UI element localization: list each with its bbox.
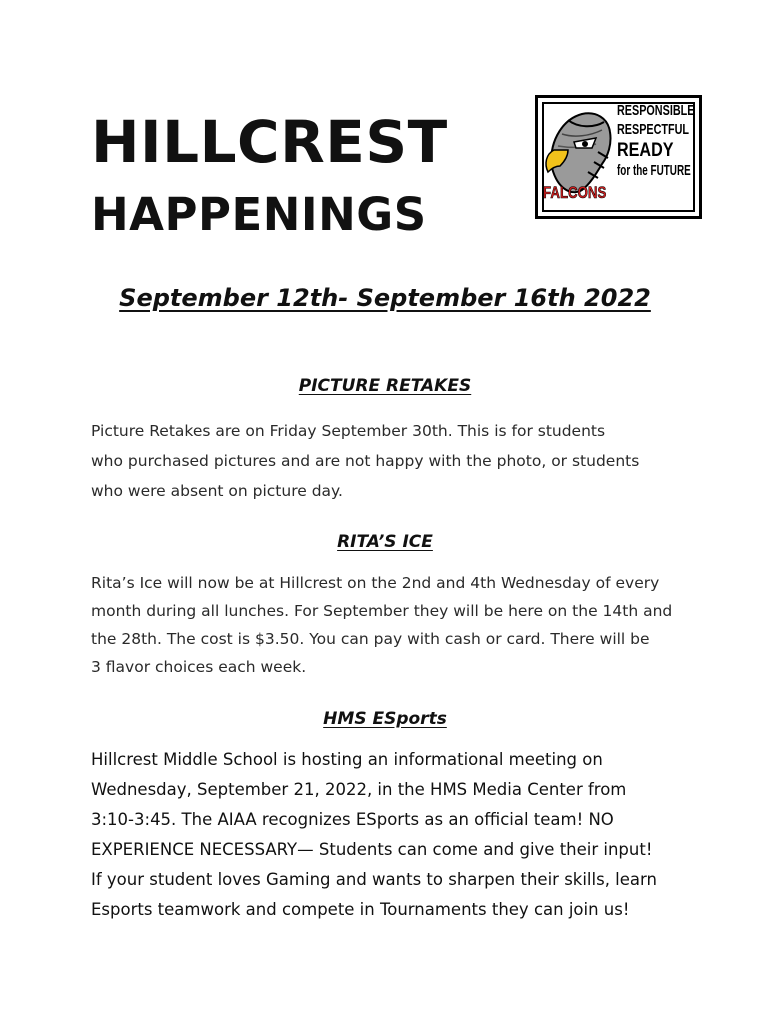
body-line: EXPERIENCE NECESSARY— Students can come and give their input! bbox=[91, 840, 653, 859]
section-body-ritas-ice bbox=[91, 569, 691, 681]
section-heading-picture-retakes: PICTURE RETAKES bbox=[298, 376, 472, 396]
logo-word-ready: READY bbox=[617, 140, 674, 161]
body-line: the 28th. The cost is $3.50. You can pay with cash or card. There will be bbox=[91, 630, 650, 648]
section-heading-ritas-ice: RITA’S ICE bbox=[337, 532, 433, 552]
body-line: Rita’s Ice will now be at Hillcrest on the 2nd and 4th Wednesday of every bbox=[91, 574, 660, 592]
logo-word-future: for the FUTURE bbox=[617, 162, 691, 179]
body-line: Picture Retakes are on Friday September 30th. This is for students bbox=[91, 422, 606, 440]
school-logo bbox=[535, 95, 702, 219]
body-line: who were absent on picture day. bbox=[91, 482, 343, 500]
date-range-heading: September 12th- September 16th 2022 bbox=[119, 284, 651, 312]
body-line: 3 flavor choices each week. bbox=[91, 658, 307, 676]
body-line: Wednesday, September 21, 2022, in the HMS Media Center from bbox=[91, 780, 627, 799]
body-line: Esports teamwork and compete in Tournaments they can join us! bbox=[91, 900, 630, 919]
logo-word-respectful: RESPECTFUL bbox=[617, 121, 690, 138]
body-line: who purchased pictures and are not happy with the photo, or students bbox=[91, 452, 640, 470]
section-body-hms-esports bbox=[91, 745, 691, 925]
logo-word-responsible: RESPONSIBLE bbox=[617, 102, 695, 119]
body-line: month during all lunches. For September they will be here on the 14th and bbox=[91, 602, 673, 620]
section-heading-hms-esports: HMS ESports bbox=[323, 709, 447, 729]
body-line: If your student loves Gaming and wants to sharpen their skills, learn bbox=[91, 870, 657, 889]
section-body-picture-retakes bbox=[91, 416, 691, 506]
body-line: 3:10-3:45. The AIAA recognizes ESports as an official team! NO bbox=[91, 810, 614, 829]
body-line: Hillcrest Middle School is hosting an informational meeting on bbox=[91, 750, 603, 769]
logo-team-name: FALCONS bbox=[543, 183, 607, 202]
newsletter-title-line-2: HAPPENINGS bbox=[91, 188, 427, 241]
newsletter-title-line-1: HILLCREST bbox=[91, 108, 448, 176]
logo-motto bbox=[617, 103, 697, 178]
